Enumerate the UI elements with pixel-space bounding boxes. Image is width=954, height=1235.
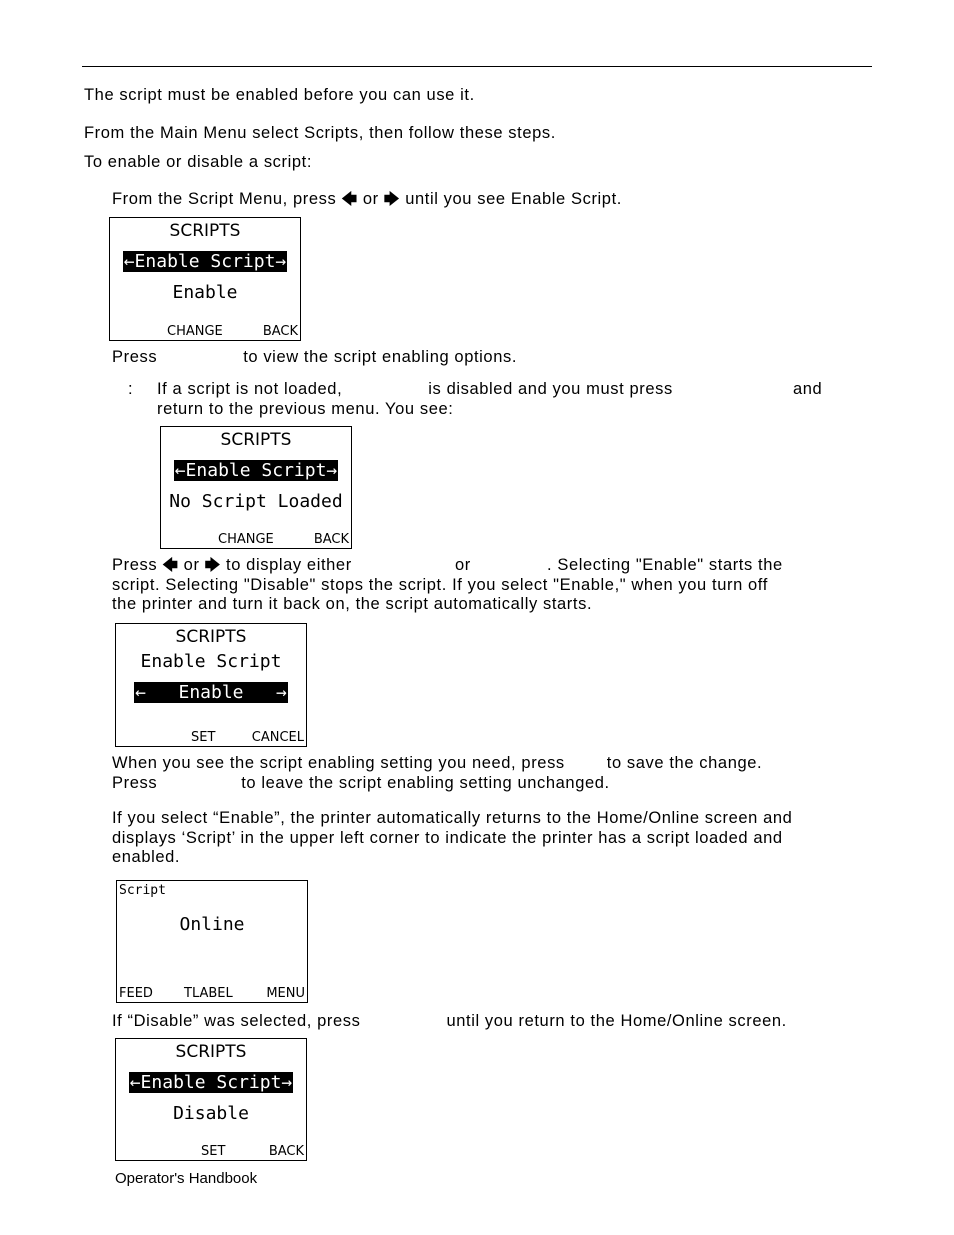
disable-result-text: If “Disable” was selected, press until you return to the Home/Online screen.: [112, 1012, 787, 1030]
enable-result-line-2: displays ‘Script’ in the upper left corner to indicate the printer has a script loaded and: [112, 829, 783, 847]
enable-result-line-1: If you select “Enable”, the printer automatically returns to the Home/Online screen and: [112, 809, 793, 827]
lcd-title: SCRIPTS: [175, 1042, 247, 1062]
note-text-line-1: If a script is not loaded, is disabled and you must press: [157, 380, 673, 398]
softkey-back: BACK: [313, 532, 349, 547]
enable-result-line-3: enabled.: [112, 848, 181, 866]
step-3-or: or: [455, 556, 471, 574]
lcd-selected-item: ←Enable Script→: [129, 1072, 293, 1093]
step-3-text-line-3: the printer and turn it back on, the script automatically starts.: [112, 595, 593, 613]
lcd-status: Online: [179, 914, 245, 935]
right-arrow-icon: 🡆: [204, 556, 221, 574]
softkey-cancel: CANCEL: [251, 730, 304, 745]
step-4-text-line-1: When you see the script enabling setting you need, press to save the change.: [112, 754, 763, 772]
softkey-change: CHANGE: [167, 324, 223, 339]
lcd-selected-item: ←Enable Script→: [123, 251, 287, 272]
intro-text: The script must be enabled before you can use it.: [84, 86, 475, 104]
lcd-selected-value: ← Enable →: [135, 682, 287, 703]
lcd-value: No Script Loaded: [169, 491, 343, 512]
lcd-screen-online: [116, 880, 308, 1003]
procedure-heading: To enable or disable a script:: [84, 153, 313, 171]
lcd-screen-enable-option: [115, 623, 307, 747]
right-arrow-icon: 🡆: [383, 190, 401, 208]
lcd-script-indicator: Script: [119, 883, 166, 898]
header-rule: [82, 66, 872, 67]
left-arrow-icon: 🡄: [162, 556, 179, 574]
note-text-line-2: return to the previous menu. You see:: [157, 400, 454, 418]
lcd-title: SCRIPTS: [175, 627, 247, 647]
lcd-screen-enable-script: [109, 217, 301, 341]
lcd-title: SCRIPTS: [169, 221, 241, 241]
note-and: and: [793, 380, 823, 398]
step-4-text-line-2: Press to leave the script enabling setting unchanged.: [112, 774, 610, 792]
lcd-title: SCRIPTS: [220, 430, 292, 450]
softkey-menu: MENU: [266, 986, 305, 1001]
step-3-text-line-2: script. Selecting "Disable" stops the script. If you select "Enable," when you turn off: [112, 576, 768, 594]
softkey-change: CHANGE: [218, 532, 274, 547]
lcd-menu-item: Enable Script: [140, 651, 282, 672]
lcd-screen-no-script: [160, 426, 352, 549]
softkey-tlabel: TLABEL: [184, 986, 233, 1001]
step-3-text-tail: . Selecting "Enable" starts the: [547, 556, 783, 574]
softkey-set: SET: [191, 730, 216, 745]
lcd-screen-disable: [115, 1038, 307, 1161]
softkey-set: SET: [201, 1144, 226, 1159]
note-label: :: [128, 380, 134, 398]
page-footer: Operator's Handbook: [115, 1170, 258, 1187]
lcd-selected-item: ←Enable Script→: [174, 460, 338, 481]
left-arrow-icon: 🡄: [341, 190, 358, 208]
step-1-text: From the Script Menu, press 🡄 or 🡆 until you see Enable Script.: [112, 190, 622, 208]
softkey-back: BACK: [268, 1144, 304, 1159]
softkey-feed: FEED: [119, 986, 153, 1001]
step-2-text: Press to view the script enabling options.: [112, 348, 518, 366]
lcd-value: Disable: [173, 1103, 249, 1124]
step-3-text-line-1: Press 🡄 or 🡆 to display either: [112, 556, 352, 574]
softkey-back: BACK: [262, 324, 298, 339]
lcd-value: Enable: [172, 282, 238, 303]
main-menu-text: From the Main Menu select Scripts, then follow these steps.: [84, 124, 556, 142]
